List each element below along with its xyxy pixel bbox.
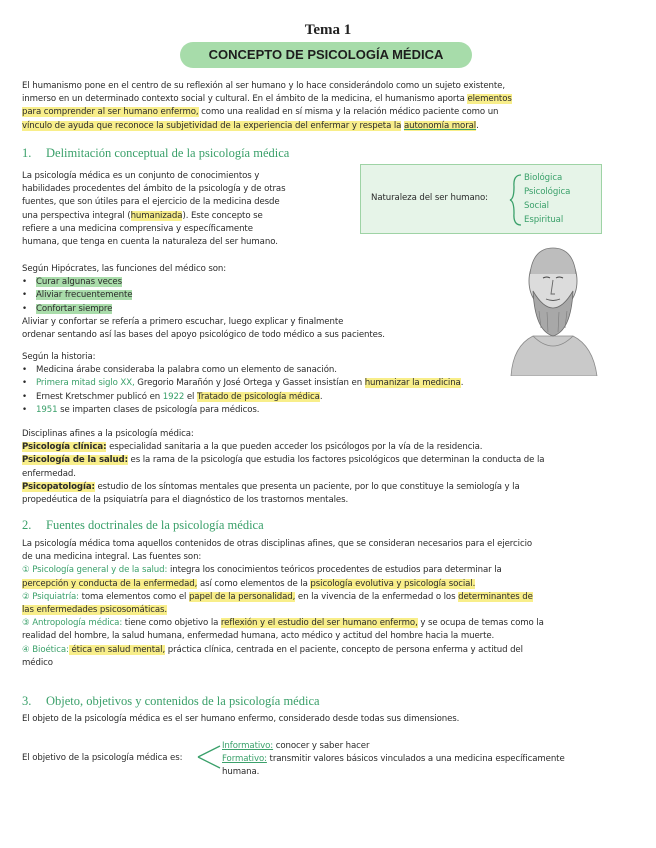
source-title: ① Psicología general y de la salud: bbox=[22, 565, 168, 576]
text-line bbox=[22, 564, 634, 577]
text-line: Disciplinas afines a la psicología médica: bbox=[22, 429, 194, 439]
text: especialidad sanitaria a la que pueden acceder los psicólogos por la vía de la residencia. bbox=[106, 442, 483, 453]
text: 1922 bbox=[162, 391, 185, 402]
text-line bbox=[22, 454, 634, 467]
text: Primera mitad siglo XX, bbox=[36, 378, 135, 389]
intro-line-4 bbox=[22, 120, 634, 133]
text: Ernest Kretschmer publicó en bbox=[36, 391, 163, 402]
list-item: Biológica bbox=[524, 173, 563, 183]
intro-paragraph bbox=[22, 80, 634, 133]
source-title: ② Psiquiatría: bbox=[22, 591, 79, 602]
highlight: determinantes de bbox=[458, 591, 533, 602]
bullet-icon: • bbox=[22, 365, 27, 376]
text: y se ocupa de temas como la bbox=[417, 618, 544, 629]
text: es la rama de la psicología que estudia los factores psicológicos que determinan la conducta de la bbox=[127, 455, 545, 466]
brace-icon bbox=[509, 173, 523, 227]
list-item bbox=[22, 377, 502, 390]
text: el bbox=[184, 391, 197, 402]
list-item bbox=[22, 391, 502, 404]
naturaleza-box bbox=[360, 164, 602, 234]
term-highlight: Psicología clínica: bbox=[22, 442, 107, 453]
highlight: psicología evolutiva y psicología social. bbox=[310, 578, 476, 589]
text-line bbox=[22, 591, 634, 604]
highlight: Tratado de psicología médica bbox=[196, 391, 320, 402]
tema-heading: Tema 1 bbox=[304, 22, 352, 38]
text-line: Según la historia: bbox=[22, 352, 96, 362]
disciplinas-block bbox=[22, 428, 634, 507]
list-item bbox=[22, 289, 492, 302]
objetivo-title: Formativo: bbox=[222, 754, 267, 765]
intro-text: inmerso en un determinado contexto social y cultural. En el ámbito de la medicina, el humanismo aporta bbox=[22, 94, 465, 105]
intro-line-3 bbox=[22, 106, 634, 119]
text: Medicina árabe consideraba la palabra como un elemento de sanación. bbox=[36, 365, 337, 376]
text-line: de una medicina integral. Las fuentes son: bbox=[22, 552, 202, 563]
section-2-heading bbox=[22, 518, 264, 533]
list-item bbox=[22, 303, 492, 316]
highlight: Aliviar frecuentemente bbox=[36, 290, 133, 301]
section-number: 3. bbox=[22, 694, 32, 708]
text-line bbox=[22, 604, 634, 617]
intro-text: como una realidad en sí misma y la relación médico paciente como un bbox=[201, 107, 499, 118]
intro-line-1: El humanismo pone en el centro de su reflexión al ser humano y lo hace considerándolo como un sujeto existente, bbox=[22, 81, 505, 91]
historia-block bbox=[22, 351, 502, 417]
section-number: 1. bbox=[22, 146, 32, 160]
section-number: 2. bbox=[22, 518, 32, 532]
text: integra los conocimientos teóricos procedentes de estudios para determinar la bbox=[167, 565, 502, 576]
list-item: Espiritual bbox=[524, 215, 564, 225]
text-line: fuentes, que son útiles para el ejercicio de la medicina desde bbox=[22, 197, 280, 208]
text: toma elementos como el bbox=[78, 591, 189, 602]
text: . bbox=[319, 391, 323, 402]
list-item bbox=[22, 364, 502, 377]
text: 1951 bbox=[36, 404, 58, 415]
hipocrates-block bbox=[22, 263, 492, 342]
text-line: Aliviar y confortar se refería a primero escuchar, luego explicar y finalmente bbox=[22, 316, 344, 327]
highlight: percepción y conducta de la enfermedad, bbox=[22, 578, 198, 589]
branch-icon bbox=[196, 742, 222, 772]
bullet-icon: • bbox=[22, 391, 27, 402]
objetivo-title: Informativo: bbox=[222, 741, 274, 751]
highlight: elementos bbox=[467, 94, 512, 105]
highlight: Confortar siempre bbox=[36, 303, 113, 314]
term-highlight: Psicopatología: bbox=[22, 481, 95, 492]
text-line: enfermedad. bbox=[22, 468, 76, 479]
text: conocer y saber hacer bbox=[273, 741, 370, 751]
list-item: Psicológica bbox=[524, 187, 571, 197]
list-item bbox=[22, 404, 502, 417]
text-line: médico bbox=[22, 657, 53, 668]
section-1-heading bbox=[22, 146, 289, 161]
text-line bbox=[22, 617, 634, 630]
section-3-heading bbox=[22, 694, 320, 709]
naturaleza-list bbox=[524, 171, 570, 227]
highlight: vínculo de ayuda que reconoce la subjetividad de la experiencia del enfermar y respeta la bbox=[22, 120, 402, 131]
text-line bbox=[22, 578, 634, 591]
objetivo-label: El objetivo de la psicología médica es: bbox=[22, 753, 183, 763]
text: ). Este concepto se bbox=[182, 210, 263, 221]
text: Gregorio Marañón y José Ortega y Gasset insistían en bbox=[134, 378, 365, 389]
text: en la vivencia de la enfermedad o los bbox=[295, 591, 459, 602]
list-item bbox=[22, 276, 492, 289]
highlight: papel de la personalidad, bbox=[188, 591, 296, 602]
source-title: ③ Antropología médica: bbox=[22, 618, 123, 629]
section-title: Objeto, objetivos y contenidos de la psicología médica bbox=[46, 694, 320, 708]
bullet-icon: • bbox=[22, 303, 27, 314]
text-line bbox=[22, 644, 634, 657]
text-line: propedéutica de la psiquiatría para el diagnóstico de los trastornos mentales. bbox=[22, 495, 349, 506]
text-line: realidad del hombre, la salud humana, enfermedad humana, acto médico y actitud del hombre hacia la muerte. bbox=[22, 631, 495, 642]
bullet-icon: • bbox=[22, 290, 27, 301]
list-item: humana. bbox=[222, 767, 260, 778]
bullet-icon: • bbox=[22, 277, 27, 288]
s2-paragraph bbox=[22, 538, 634, 670]
text: una perspectiva integral ( bbox=[22, 210, 131, 221]
section-title: Fuentes doctrinales de la psicología médica bbox=[46, 518, 264, 532]
text: se imparten clases de psicología para médicos. bbox=[57, 404, 260, 415]
text: estudio de los síntomas mentales que presenta un paciente, por lo que constituye la semiología y la bbox=[94, 481, 520, 492]
text-line: humana, que tenga en cuenta la naturaleza del ser humano. bbox=[22, 237, 278, 248]
text-line: habilidades procedentes del ámbito de la psicología y de otras bbox=[22, 184, 286, 195]
bullet-icon: • bbox=[22, 378, 27, 389]
highlight: humanizada bbox=[130, 210, 183, 221]
text: . bbox=[460, 378, 464, 389]
term-highlight: Psicología de la salud: bbox=[22, 455, 128, 466]
text-line: La psicología médica toma aquellos contenidos de otras disciplinas afines, que se consideran necesarios para el ejercicio bbox=[22, 539, 533, 549]
text-line bbox=[22, 441, 634, 454]
highlight: ética en salud mental, bbox=[68, 644, 166, 655]
list-item bbox=[222, 740, 622, 753]
naturaleza-label: Naturaleza del ser humano: bbox=[371, 193, 488, 203]
highlight: las enfermedades psicosomáticas. bbox=[22, 605, 168, 616]
highlight: para comprender al ser humano enfermo, bbox=[22, 107, 199, 118]
highlight: autonomía moral bbox=[403, 120, 477, 131]
text: práctica clínica, centrada en el paciente, concepto de persona enferma y actitud del bbox=[165, 644, 523, 655]
section-title: Delimitación conceptual de la psicología médica bbox=[46, 146, 290, 160]
list-item: Social bbox=[524, 201, 549, 211]
text-line bbox=[22, 481, 634, 494]
hippocrates-portrait bbox=[503, 236, 603, 376]
bullet-icon: • bbox=[22, 404, 27, 415]
text-line: Según Hipócrates, las funciones del médico son: bbox=[22, 264, 227, 274]
text: transmitir valores básicos vinculados a una medicina específicamente bbox=[266, 754, 565, 765]
s1-paragraph bbox=[22, 170, 357, 249]
highlight: Curar algunas veces bbox=[36, 277, 122, 288]
list-item bbox=[222, 753, 622, 766]
s3-paragraph: El objeto de la psicología médica es el ser humano enfermo, considerado desde todas sus dimensiones. bbox=[22, 714, 460, 724]
text-line: refiere a una medicina comprensiva y específicamente bbox=[22, 223, 253, 234]
highlight: humanizar la medicina bbox=[364, 378, 461, 389]
page-title: CONCEPTO DE PSICOLOGÍA MÉDICA bbox=[180, 42, 472, 68]
source-title: ④ Bioética: bbox=[22, 644, 69, 655]
text-line: La psicología médica es un conjunto de conocimientos y bbox=[22, 171, 260, 181]
intro-line-2 bbox=[22, 93, 634, 106]
intro-text: . bbox=[476, 120, 479, 131]
text: así como elementos de la bbox=[197, 578, 311, 589]
highlight: reflexión y el estudio del ser humano enfermo, bbox=[220, 618, 418, 629]
text-line: ordenar sentando así las bases del apoyo psicológico de todo médico a sus pacientes. bbox=[22, 330, 385, 341]
objetivos-list bbox=[222, 740, 622, 780]
text-line bbox=[22, 210, 357, 223]
text: tiene como objetivo la bbox=[122, 618, 221, 629]
